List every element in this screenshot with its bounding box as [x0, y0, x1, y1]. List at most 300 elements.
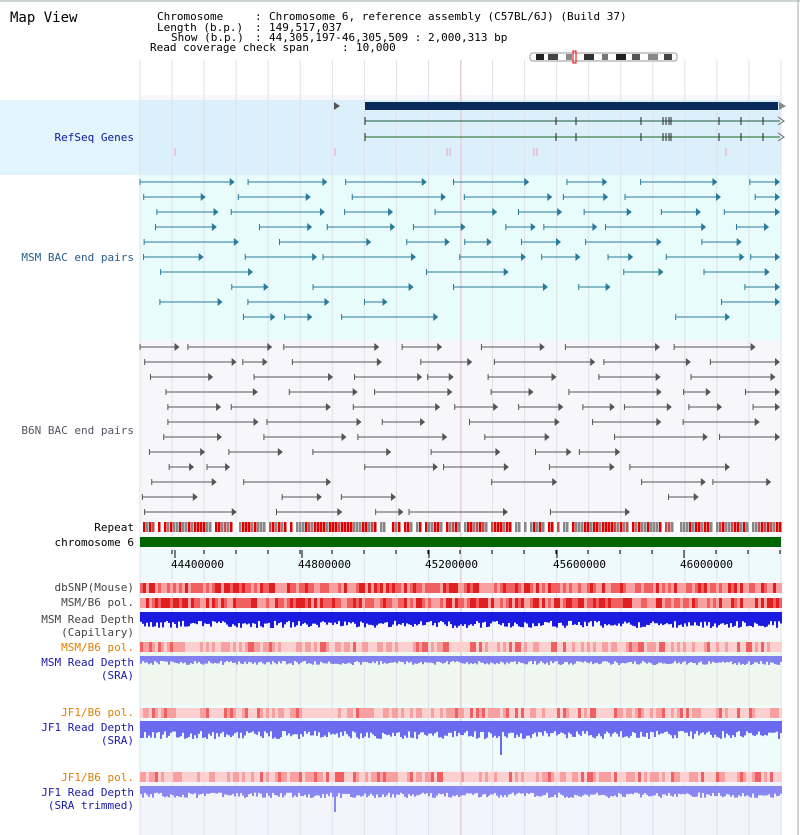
repeat-block — [308, 522, 311, 532]
msm-pol-cell — [221, 598, 224, 608]
jf1-trim-depth-bar — [236, 786, 238, 793]
jf1-pol2-cell — [686, 772, 689, 782]
msm-capillary-depth-bar — [754, 612, 756, 623]
jf1-trim-depth-bar — [480, 786, 482, 797]
jf1-trim-depth-bar — [222, 786, 224, 797]
repeat-block — [731, 522, 734, 532]
track-label-msm-b6-pol-sra[interactable]: MSM/B6 pol. — [61, 641, 134, 654]
jf1-pol-cell — [677, 708, 680, 718]
dbsnp-cell — [263, 583, 266, 593]
dbsnp-cell — [143, 583, 146, 593]
jf1-pol-cell — [611, 708, 614, 718]
msm-sra-depth-bar — [470, 656, 472, 663]
jf1-pol-cell — [542, 708, 545, 718]
jf1-sra-depth-bar — [512, 721, 514, 733]
jf1-trim-depth-bar — [574, 786, 576, 795]
msm-pol-cell — [674, 598, 677, 608]
repeat-block — [608, 522, 611, 532]
jf1-pol-cell — [656, 708, 659, 718]
jf1-pol2-cell — [395, 772, 398, 782]
msm-pol-cell — [176, 598, 179, 608]
msm-pol-cell — [140, 598, 143, 608]
msm-capillary-depth-bar — [174, 612, 176, 624]
dbsnp-cell — [458, 583, 461, 593]
msm-pol-cell — [314, 598, 317, 608]
jf1-sra-depth-bar — [180, 721, 182, 736]
msm-capillary-depth-bar — [778, 612, 780, 621]
jf1-trim-depth-bar — [478, 786, 480, 797]
msm-capillary-depth-bar — [182, 612, 184, 621]
msm-pol-cell — [728, 598, 731, 608]
msm-pol-cell — [431, 598, 434, 608]
msm-sra-depth-bar — [220, 656, 222, 661]
jf1-sra-depth-bar — [186, 721, 188, 738]
jf1-pol-cell — [713, 708, 716, 718]
repeat-block — [722, 522, 725, 532]
jf1-pol2-cell — [623, 772, 626, 782]
msm-capillary-depth-bar — [212, 612, 214, 621]
jf1-sra-depth-bar — [652, 721, 654, 732]
track-label-msm-depth-capillary[interactable]: MSM Read Depth — [41, 613, 134, 626]
jf1-pol2-cell — [731, 772, 734, 782]
msm-sra-depth-bar — [522, 656, 524, 663]
jf1-pol2-cell — [368, 772, 371, 782]
msm-sra-depth-bar — [272, 656, 274, 661]
jf1-pol-cell — [332, 708, 335, 718]
jf1-pol2-cell — [266, 772, 269, 782]
jf1-pol-cell — [641, 708, 644, 718]
track-label-jf1-b6-pol-2[interactable]: JF1/B6 pol. — [61, 771, 134, 784]
jf1-pol-cell — [359, 708, 362, 718]
jf1-trim-depth-bar — [324, 786, 326, 798]
jf1-pol2-cell — [323, 772, 326, 782]
jf1-trim-depth-bar — [668, 786, 670, 793]
repeat-block — [320, 522, 323, 532]
dbsnp-cell — [365, 583, 368, 593]
jf1-sra-depth-bar — [420, 721, 422, 732]
jf1-trim-depth-bar — [744, 786, 746, 796]
repeat-block — [551, 522, 554, 532]
msm-capillary-depth-bar — [532, 612, 534, 623]
jf1-trim-depth-bar — [364, 786, 366, 794]
jf1-sra-depth-bar — [202, 721, 204, 738]
dbsnp-cell — [335, 583, 338, 593]
msm-capillary-depth-bar — [398, 612, 400, 624]
jf1-pol-cell — [680, 708, 683, 718]
msm-sra-depth-bar — [360, 656, 362, 665]
msm-pol-cell — [284, 598, 287, 608]
repeat-block — [755, 522, 758, 532]
msm-pol-cell — [326, 598, 329, 608]
dbsnp-cell — [539, 583, 542, 593]
jf1-pol2-cell — [215, 772, 218, 782]
jf1-pol2-cell — [143, 772, 146, 782]
track-label-msm-b6-pol[interactable]: MSM/B6 pol. — [61, 596, 134, 609]
msm-sra-depth-bar — [654, 656, 656, 665]
jf1-pol-cell — [710, 708, 713, 718]
track-label-msm-depth-sra[interactable]: MSM Read Depth — [41, 656, 134, 669]
msm-sra-depth-bar — [582, 656, 584, 663]
repeat-block — [488, 522, 491, 532]
msm-capillary-depth-bar — [392, 612, 394, 625]
msm-capillary-depth-bar — [300, 612, 302, 626]
jf1-sra-depth-bar — [654, 721, 656, 737]
repeat-block — [353, 522, 356, 532]
jf1-pol-cell — [614, 708, 617, 718]
jf1-trim-depth-bar — [740, 786, 742, 796]
hdr-value-chromosome: Chromosome 6, reference assembly (C57BL/6J) (Build 37) — [269, 10, 627, 23]
dbsnp-cell — [257, 583, 260, 593]
jf1-sra-depth-bar — [656, 721, 658, 731]
hdr-label-show: Show (b.p.) — [171, 31, 244, 44]
jf1-sra-depth-bar — [198, 721, 200, 734]
msm-pol-cell — [554, 598, 557, 608]
jf1-pol-cell — [170, 708, 173, 718]
repeat-block — [227, 522, 230, 532]
dbsnp-cell — [734, 583, 737, 593]
jf1-pol2-cell — [767, 772, 770, 782]
jf1-sra-depth-bar — [144, 721, 146, 732]
track-label-jf1-depth-sra[interactable]: JF1 Read Depth — [41, 721, 134, 734]
msm-capillary-depth-bar — [544, 612, 546, 622]
ideogram-band — [584, 54, 594, 60]
jf1-trim-depth-bar — [704, 786, 706, 798]
msm-pol-cell — [479, 598, 482, 608]
jf1-pol2-cell — [314, 772, 317, 782]
track-label-jf1-b6-pol[interactable]: JF1/B6 pol. — [61, 706, 134, 719]
msm-sra-pol-cell — [608, 642, 611, 652]
repeat-block — [503, 522, 506, 532]
msm-capillary-depth-bar — [546, 612, 548, 622]
msm-pol-cell — [323, 598, 326, 608]
jf1-pol2-cell — [581, 772, 584, 782]
jf1-trim-depth-bar — [656, 786, 658, 793]
jf1-pol2-cell — [317, 772, 320, 782]
msm-sra-depth-bar — [178, 656, 180, 664]
msm-sra-depth-bar — [306, 656, 308, 664]
jf1-sra-depth-bar — [728, 721, 730, 735]
jf1-pol-cell — [590, 708, 593, 718]
msm-sra-depth-bar — [234, 656, 236, 663]
msm-sra-depth-bar — [190, 656, 192, 663]
repeat-block — [746, 522, 749, 532]
jf1-sra-depth-bar — [644, 721, 646, 737]
msm-sra-pol-cell — [248, 642, 251, 652]
jf1-trim-depth-bar — [160, 786, 162, 793]
msm-pol-cell — [449, 598, 452, 608]
jf1-trim-depth-bar — [256, 786, 258, 797]
msm-pol-cell — [533, 598, 536, 608]
msm-capillary-depth-bar — [616, 612, 618, 626]
msm-capillary-depth-bar — [572, 612, 574, 625]
jf1-pol2-cell — [776, 772, 779, 782]
track-label-jf1-depth-trimmed[interactable]: JF1 Read Depth — [41, 786, 134, 799]
jf1-pol-cell — [491, 708, 494, 718]
jf1-trim-depth-bar — [536, 786, 538, 796]
jf1-trim-depth-bar — [484, 786, 486, 794]
msm-capillary-depth-bar — [670, 612, 672, 624]
msm-capillary-depth-bar — [220, 612, 222, 623]
jf1-sra-depth-bar — [442, 721, 444, 739]
jf1-trim-depth-bar — [304, 786, 306, 795]
jf1-pol-cell — [599, 708, 602, 718]
msm-capillary-depth-bar — [284, 612, 286, 624]
dbsnp-cell — [152, 583, 155, 593]
msm-sra-depth-bar — [242, 656, 244, 664]
jf1-sra-depth-bar — [316, 721, 318, 736]
jf1-trim-depth-bar — [548, 786, 550, 798]
msm-capillary-depth-bar — [448, 612, 450, 621]
msm-pol-cell — [704, 598, 707, 608]
jf1-sra-depth-bar — [324, 721, 326, 736]
jf1-trim-depth-bar — [210, 786, 212, 793]
jf1-pol-cell — [248, 708, 251, 718]
jf1-sra-depth-bar — [436, 721, 438, 732]
msm-pol-cell — [335, 598, 338, 608]
msm-sra-depth-bar — [690, 656, 692, 662]
jf1-trim-depth-bar — [500, 786, 502, 795]
repeat-block — [395, 522, 398, 532]
msm-capillary-depth-bar — [514, 612, 516, 623]
jf1-pol-cell — [428, 708, 431, 718]
jf1-trim-depth-bar — [726, 786, 728, 794]
msm-sra-depth-bar — [316, 656, 318, 665]
jf1-pol-cell — [167, 708, 170, 718]
jf1-pol-cell — [626, 708, 629, 718]
jf1-trim-depth-bar — [470, 786, 472, 793]
jf1-sra-depth-bar — [154, 721, 156, 738]
jf1-sra-depth-bar — [146, 721, 148, 738]
jf1-pol-cell — [353, 708, 356, 718]
msm-pol-cell — [365, 598, 368, 608]
msm-capillary-depth-bar — [586, 612, 588, 626]
msm-pol-cell — [647, 598, 650, 608]
jf1-trim-depth-bar — [362, 786, 364, 796]
jf1-sra-depth-bar — [600, 721, 602, 736]
msm-sra-depth-bar — [460, 656, 462, 663]
track-label-dbsnp[interactable]: dbSNP(Mouse) — [54, 581, 134, 594]
msm-capillary-depth-bar — [432, 612, 434, 625]
msm-capillary-depth-bar — [350, 612, 352, 623]
repeat-block — [704, 522, 707, 532]
jf1-sra-depth-bar — [556, 721, 558, 735]
jf1-pol-cell — [728, 708, 731, 718]
msm-capillary-depth-bar — [480, 612, 482, 628]
dbsnp-cell — [506, 583, 509, 593]
msm-pol-cell — [536, 598, 539, 608]
msm-sra-pol-cell — [206, 642, 209, 652]
track-label-refseq-genes[interactable]: RefSeq Genes — [54, 131, 134, 144]
jf1-pol2-cell — [260, 772, 263, 782]
chromosome-bar — [140, 537, 781, 547]
jf1-trim-depth-bar — [522, 786, 524, 793]
msm-capillary-depth-bar — [558, 612, 560, 623]
jf1-sra-depth-bar — [536, 721, 538, 737]
jf1-trim-depth-bar — [594, 786, 596, 794]
repeat-block — [458, 522, 461, 532]
repeat-block — [170, 522, 173, 532]
jf1-trim-depth-bar — [738, 786, 740, 795]
jf1-pol2-cell — [599, 772, 602, 782]
msm-sra-pol-cell — [170, 642, 173, 652]
jf1-pol2-cell — [311, 772, 314, 782]
msm-sra-pol-cell — [341, 642, 344, 652]
jf1-trim-depth-bar — [330, 786, 332, 793]
jf1-pol-cell — [566, 708, 569, 718]
jf1-sra-depth-bar — [242, 721, 244, 738]
msm-pol-cell — [452, 598, 455, 608]
msm-pol-cell — [260, 598, 263, 608]
repeat-block — [572, 522, 575, 532]
jf1-pol2-cell — [350, 772, 353, 782]
track-label-repeat[interactable]: Repeat — [94, 521, 134, 534]
jf1-sra-depth-bar — [766, 721, 768, 735]
jf1-sra-depth-bar — [440, 721, 442, 737]
dbsnp-cell — [320, 583, 323, 593]
dbsnp-cell — [344, 583, 347, 593]
jf1-trim-depth-bar — [752, 786, 754, 794]
msm-pol-cell — [725, 598, 728, 608]
msm-capillary-depth-bar — [576, 612, 578, 625]
jf1-trim-depth-bar — [394, 786, 396, 798]
msm-capillary-depth-bar — [302, 612, 304, 624]
jf1-pol2-cell — [719, 772, 722, 782]
jf1-trim-depth-bar — [486, 786, 488, 797]
msm-sra-pol-cell — [302, 642, 305, 652]
msm-sra-depth-bar — [146, 656, 148, 662]
msm-capillary-depth-bar — [190, 612, 192, 624]
jf1-pol2-cell — [713, 772, 716, 782]
repeat-block — [437, 522, 440, 532]
jf1-sra-depth-bar — [524, 721, 526, 738]
msm-sra-depth-bar — [156, 656, 158, 663]
msm-sra-pol-cell — [185, 642, 188, 652]
repeat-block — [464, 522, 467, 532]
msm-sra-depth-bar — [642, 656, 644, 661]
jf1-sra-depth-bar — [764, 721, 766, 735]
dbsnp-cell — [551, 583, 554, 593]
repeat-block — [473, 522, 476, 532]
jf1-pol2-cell — [347, 772, 350, 782]
msm-sra-pol-cell — [164, 642, 167, 652]
msm-sra-depth-bar — [238, 656, 240, 661]
msm-sra-depth-bar — [546, 656, 548, 663]
dbsnp-cell — [668, 583, 671, 593]
jf1-sra-depth-bar — [412, 721, 414, 738]
msm-capillary-depth-bar — [652, 612, 654, 621]
repeat-block — [485, 522, 488, 532]
msm-capillary-depth-bar — [686, 612, 688, 626]
jf1-trim-depth-bar — [608, 786, 610, 798]
jf1-pol2-cell — [224, 772, 227, 782]
jf1-sra-depth-bar — [546, 721, 548, 733]
jf1-pol-cell — [674, 708, 677, 718]
msm-pol-cell — [173, 598, 176, 608]
jf1-pol2-cell — [335, 772, 338, 782]
jf1-pol-cell — [746, 708, 749, 718]
msm-sra-depth-bar — [250, 656, 252, 662]
msm-pol-cell — [311, 598, 314, 608]
msm-capillary-depth-bar — [602, 612, 604, 628]
dbsnp-cell — [716, 583, 719, 593]
repeat-block — [494, 522, 497, 532]
jf1-pol-cell — [647, 708, 650, 718]
jf1-pol-cell — [242, 708, 245, 718]
jf1-sra-depth-bar — [408, 721, 410, 731]
jf1-pol-cell — [584, 708, 587, 718]
track-label-msm-bac[interactable]: MSM BAC end pairs — [21, 251, 134, 264]
repeat-block — [665, 522, 668, 532]
msm-capillary-depth-bar — [744, 612, 746, 623]
msm-pol-cell — [605, 598, 608, 608]
repeat-block — [557, 522, 560, 532]
jf1-sra-depth-bar — [496, 721, 498, 738]
jf1-trim-depth-bar — [766, 786, 768, 795]
jf1-sra-depth-bar — [698, 721, 700, 735]
jf1-trim-depth-bar — [410, 786, 412, 796]
msm-sra-depth-bar — [602, 656, 604, 662]
msm-sra-pol-cell — [560, 642, 563, 652]
jf1-sra-depth-bar — [458, 721, 460, 733]
msm-capillary-depth-bar — [614, 612, 616, 625]
dbsnp-cell — [275, 583, 278, 593]
msm-sra-pol-cell — [563, 642, 566, 652]
msm-pol-cell — [758, 598, 761, 608]
jf1-sra-depth-bar — [478, 721, 480, 738]
ideogram-band — [548, 54, 558, 60]
dbsnp-cell — [188, 583, 191, 593]
jf1-pol-cell — [182, 708, 185, 718]
msm-sra-depth-bar — [756, 656, 758, 663]
dbsnp-cell — [371, 583, 374, 593]
jf1-pol2-cell — [242, 772, 245, 782]
msm-capillary-depth-bar — [770, 612, 772, 621]
msm-pol-cell — [482, 598, 485, 608]
jf1-sra-depth-bar — [752, 721, 754, 735]
msm-capillary-depth-bar — [476, 612, 478, 621]
jf1-sra-depth-bar — [560, 721, 562, 733]
msm-capillary-depth-bar — [734, 612, 736, 626]
jf1-pol2-cell — [485, 772, 488, 782]
jf1-sra-depth-bar — [532, 721, 534, 734]
dbsnp-cell — [305, 583, 308, 593]
msm-pol-cell — [569, 598, 572, 608]
repeat-block — [698, 522, 701, 532]
repeat-block — [275, 522, 278, 532]
jf1-trim-depth-bar — [606, 786, 608, 797]
msm-capillary-depth-bar — [760, 612, 762, 626]
jf1-trim-depth-bar — [702, 786, 704, 793]
msm-sra-depth-bar — [428, 656, 430, 663]
jf1-trim-depth-bar — [186, 786, 188, 798]
msm-sra-depth-bar — [594, 656, 596, 663]
track-label-chromosome[interactable]: chromosome 6 — [54, 536, 134, 549]
track-label-b6n-bac[interactable]: B6N BAC end pairs — [21, 424, 134, 437]
msm-pol-cell — [476, 598, 479, 608]
msm-capillary-depth-bar — [768, 612, 770, 625]
jf1-trim-depth-bar — [226, 786, 228, 795]
msm-sra-depth-bar — [758, 656, 760, 664]
msm-capillary-depth-bar — [474, 612, 476, 624]
msm-sra-pol-cell — [281, 642, 284, 652]
msm-sra-pol-cell — [338, 642, 341, 652]
msm-capillary-depth-bar — [762, 612, 764, 626]
jf1-trim-depth-bar — [224, 786, 226, 794]
jf1-pol2-cell — [536, 772, 539, 782]
jf1-trim-depth-bar — [452, 786, 454, 796]
dbsnp-cell — [311, 583, 314, 593]
msm-capillary-depth-bar — [442, 612, 444, 622]
